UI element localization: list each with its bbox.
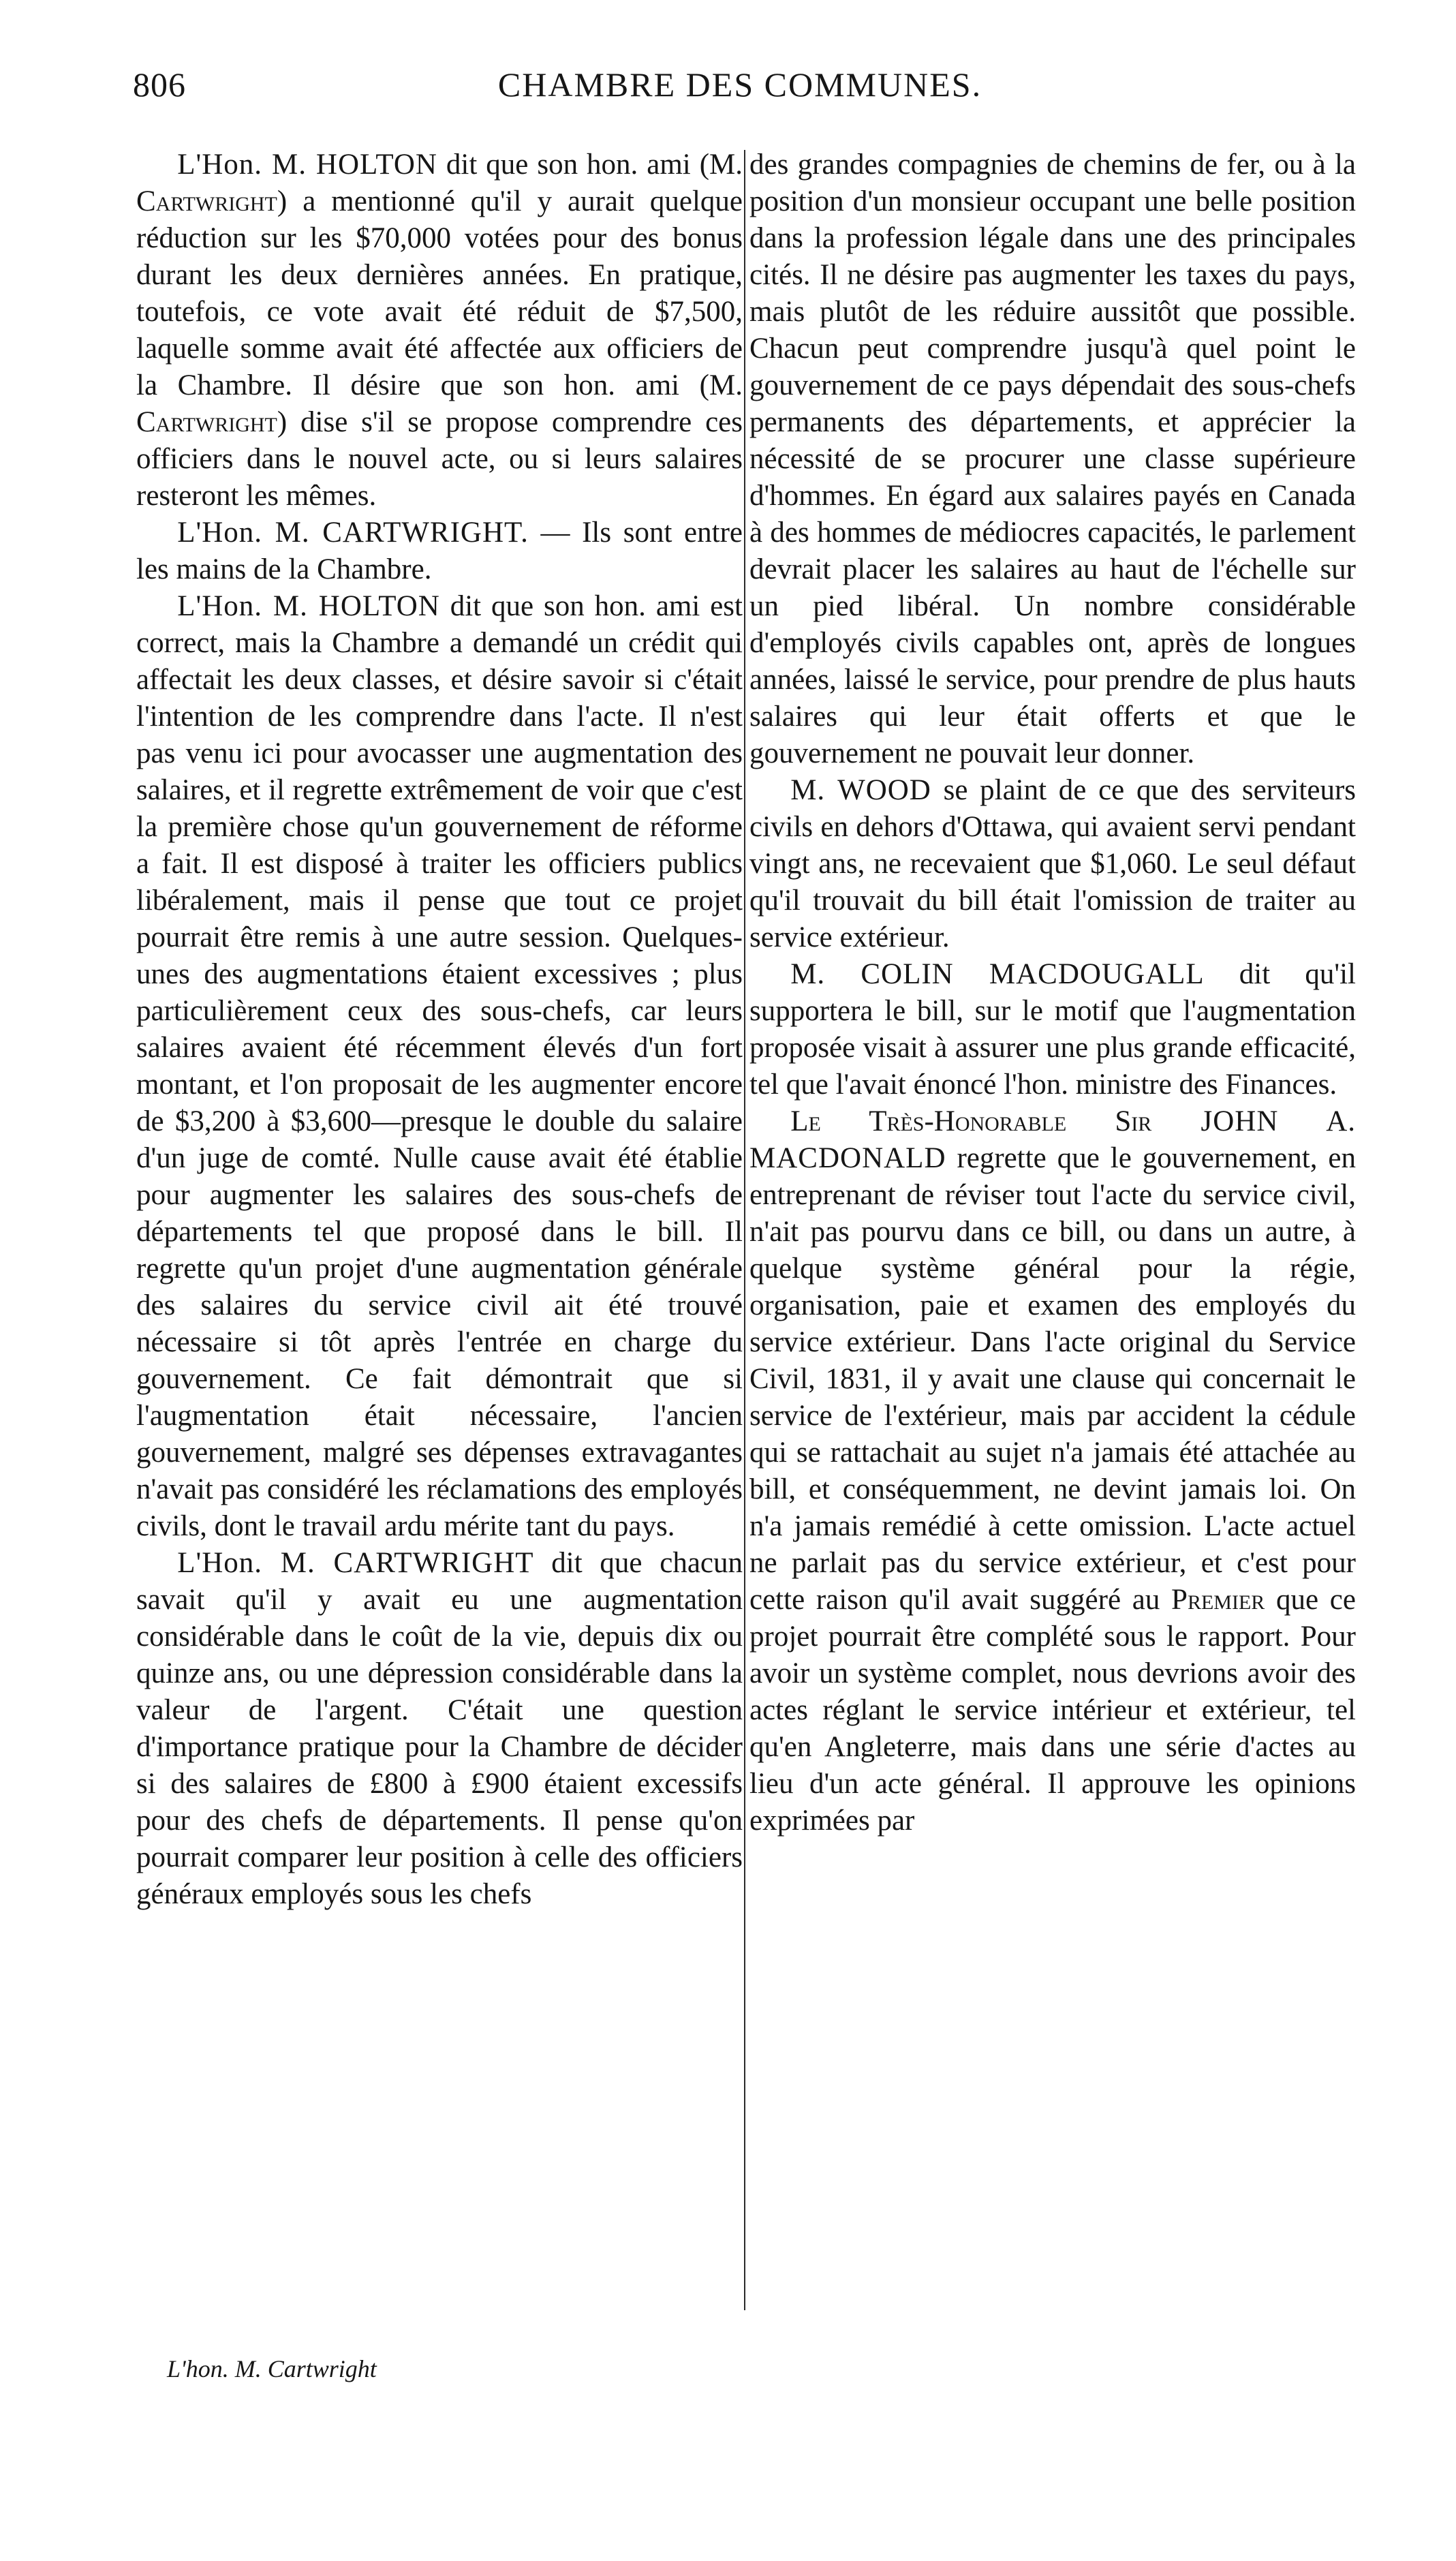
paragraph-text: dit que chacun savait qu'il y avait eu une augmentation considérable dans le coût de la vie, depuis dix ou quinze ans, ou une dépression considérable dans la valeur de l'argent. C'était une question d'importance pratique pour la Chambre de décider si des salaires de £800 à £900 étaient excessifs pour des chefs de départements. Il pense qu'on pourrait comparer leur position à celle des officiers généraux employés sous les chefs	[136, 1547, 743, 1910]
referenced-name: Cartwright	[136, 185, 277, 217]
paragraph-text: dit que son hon. ami (M.	[437, 149, 743, 181]
left-column	[136, 147, 743, 1913]
page-header	[133, 65, 1347, 119]
speaker-name: JOHN A. MACDONALD	[749, 1105, 1357, 1174]
paragraph-text: — Ils sont entre les mains de la Chambre.	[136, 517, 743, 585]
paragraph-text: dit qu'il supportera le bill, sur le motif que l'augmentation proposée visait à assurer une plus grande efficacité, tel que l'avait énoncé l'hon. ministre des Finances.	[749, 958, 1356, 1101]
paragraph-text: dit que son hon. ami est correct, mais la Chambre a demandé un crédit qui affectait les deux classes, et désire savoir si c'était l'intention de les comprendre dans l'acte. Il n'est pas venu ici pour avocasser une augmentation des salaires, et il regrette extrêmement de voir que c'est la première chose qu'un gouvernement de réforme a fait. Il est disposé à traiter les officiers publics libéralement, mais il pense que tout ce projet pourrait être remis à une autre session. Quelques-unes des augmentations étaient excessives ; plus particulièrement ceux des sous-chefs, car leurs salaires avaient été récemment élevés d'un fort montant, et l'on proposait de les augmenter encore de $3,200 à $3,600—presque le double du salaire d'un juge de comté. Nulle cause avait été établie pour augmenter les salaires des sous-chefs de départements tel que proposé dans le bill. Il regrette qu'un projet d'une augmentation générale des salaires du service civil ait été trouvé nécessaire si tôt après l'entrée en charge du gouvernement. Ce fait démontrait que si l'augmentation était nécessaire, l'ancien gouvernement, malgré ses dépenses extravagantes n'avait pas considéré les réclamations des employés civils, dont le travail ardu mérite tant du pays.	[136, 590, 743, 1542]
paragraph-holton-2	[136, 588, 743, 1545]
page-number: 806	[133, 65, 186, 104]
paragraph-holton-1	[136, 147, 743, 515]
running-title: CHAMBRE DES COMMUNES.	[497, 65, 982, 104]
paragraph-wood	[749, 772, 1356, 956]
speaker-name: M. COLIN MACDOUGALL	[790, 958, 1205, 990]
speaker-name: L'Hon. M. CARTWRIGHT	[177, 1547, 534, 1579]
paragraph-text: que ce projet pourrait être complété sous le rapport. Pour avoir un système complet, nous devrions avoir des actes réglant le service intérieur et extérieur, tel qu'en Angleterre, mais dans une série d'actes au lieu d'un acte général. Il approuve les opinions exprimées par	[749, 1584, 1356, 1837]
referenced-name: Cartwright	[136, 406, 277, 438]
speaker-title: Le Très-Honorable Sir	[790, 1105, 1152, 1137]
paragraph-continued	[749, 147, 1356, 772]
paragraph-text: se plaint de ce que des serviteurs civils en dehors d'Ottawa, qui avaient servi pendant vingt ans, ne recevaient que $1,060. Le seul défaut qu'il trouvait du bill était l'omission de traiter au service extérieur.	[749, 774, 1357, 953]
paragraph-text: ) a mentionné qu'il y aurait quelque réduction sur les $70,000 votées pour des bonus durant les deux dernières années. En pratique, toutefois, ce vote avait été réduit de $7,500, laquelle somme avait été affectée aux officiers de la Chambre. Il désire que son hon. ami (M.	[136, 185, 743, 401]
right-column	[749, 147, 1356, 1839]
paragraph-macdougall	[749, 956, 1356, 1103]
speaker-name: L'Hon. M. HOLTON	[177, 149, 437, 181]
paragraph-text: ) dise s'il se propose comprendre ces officiers dans le nouvel acte, ou si leurs salaires resteront les mêmes.	[136, 406, 743, 512]
speaker-name: L'Hon. M. HOLTON	[177, 590, 440, 622]
speaker-name: L'Hon. M. CARTWRIGHT.	[177, 517, 529, 549]
speaker-name: M. WOOD	[790, 774, 931, 806]
paragraph-cartwright-1	[136, 515, 743, 588]
referenced-name: Premier	[1171, 1584, 1265, 1616]
paragraph-macdonald	[749, 1103, 1356, 1839]
paragraph-text: regrette que le gouvernement, en entreprenant de réviser tout l'acte du service civil, n'ait pas pourvu dans ce bill, ou dans un autre, à quelque système général pour la régie, organisation, paie et examen des employés du service extérieur. Dans l'acte original du Service Civil, 1831, il y avait une clause qui concernait le service de l'extérieur, mais par accident la cédule qui se rattachait au sujet n'a jamais été attachée au bill, et conséquemment, ne devint jamais loi. On n'a jamais remédié à cette omission. L'acte actuel ne parlait pas du service extérieur, et c'est pour cette raison qu'il avait suggéré au	[749, 1142, 1356, 1616]
column-divider	[744, 150, 745, 2310]
paragraph-text: des grandes compagnies de chemins de fer, ou à la position d'un monsieur occupant une belle position dans la profession légale dans une des principales cités. Il ne désire pas augmenter les taxes du pays, mais plutôt de les réduire aussitôt que possible. Chacun peut comprendre jusqu'à quel point le gouvernement de ce pays dépendait des sous-chefs permanents des départements, et apprécier la nécessité de se procurer une classe supérieure d'hommes. En égard aux salaires payés en Canada à des hommes de médiocres capacités, le parlement devrait placer les salaires au haut de l'échelle sur un pied libéral. Un nombre considérable d'employés civils capables ont, après de longues années, laissé le service, pour prendre de plus hauts salaires qui leur était offerts et que le gouvernement ne pouvait leur donner.	[749, 149, 1356, 769]
paragraph-cartwright-2	[136, 1545, 743, 1913]
catchword: L'hon. M. Cartwright	[167, 2355, 377, 2382]
